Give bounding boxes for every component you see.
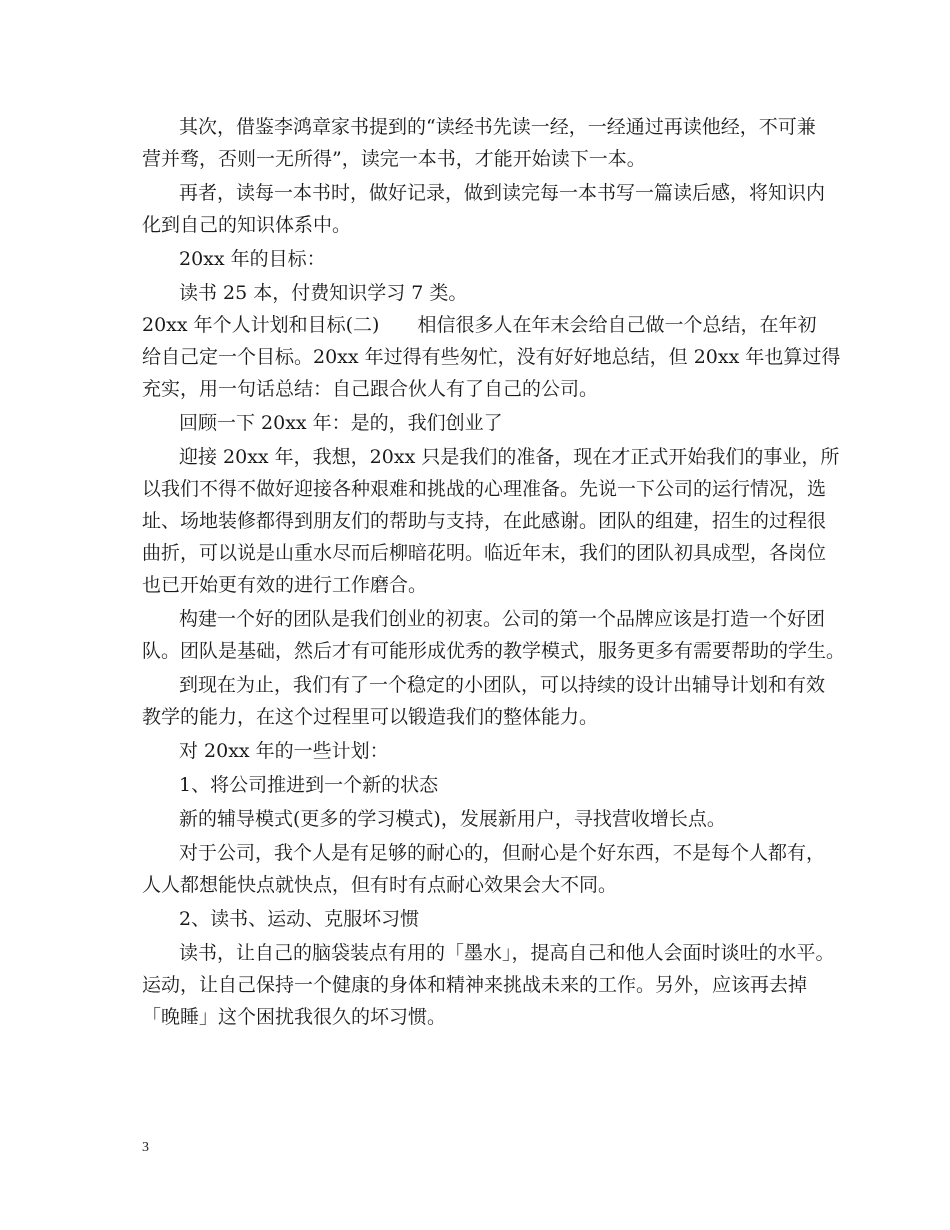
text-line: 再者，读每一本书时，做好记录，做到读完每一本书写一篇读后感，将知识内 [179,182,826,204]
text-line: 充实，用一句话总结：自己跟合伙人有了自己的公司。 [142,378,599,400]
text-line: 教学的能力，在这个过程里可以锻造我们的整体能力。 [142,706,599,728]
text-line: 营并骛，否则一无所得”，读完一本书，才能开始读下一本。 [142,148,646,170]
text-line: 给自己定一个目标。20xx 年过得有些匆忙，没有好好地总结，但 20xx 年也算过得 [142,346,841,368]
text-line: 其次，借鉴李鸿章家书提到的“读经书先读一经，一经通过再读他经，不可兼 [179,116,816,138]
text-line: 化到自己的知识体系中。 [142,214,352,236]
text-line: 队。团队是基础，然后才有可能形成优秀的教学模式，服务更多有需要帮助的学生。 [142,640,846,662]
text-line: 到现在为止，我们有了一个稳定的小团队，可以持续的设计出辅导计划和有效 [179,674,826,696]
text-line: 2、读书、运动、克服坏习惯 [179,908,420,930]
text-line: 20xx 年的目标： [179,248,326,270]
text-line: 人人都想能快点就快点，但有时有点耐心效果会大不同。 [142,874,618,896]
document-body [142,116,846,1028]
text-line: 也已开始更有效的进行工作磨合。 [142,574,428,596]
text-line: 「晚睡」这个困扰我很久的坏习惯。 [142,1006,447,1028]
text-line: 对 20xx 年的一些计划： [179,740,389,762]
text-line: 读书，让自己的脑袋装点有用的「墨水」，提高自己和他人会面时谈吐的水平。 [179,942,835,964]
text-line: 20xx 年个人计划和目标(二) 相信很多人在年末会给自己做一个总结，在年初 [142,314,817,336]
page-number: 3 [142,1140,149,1155]
text-line: 址、场地装修都得到朋友们的帮助与支持，在此感谢。团队的组建，招生的过程很 [142,510,827,532]
text-line: 迎接 20xx 年，我想，20xx 只是我们的准备，现在才正式开始我们的事业，所 [179,446,840,468]
text-line: 运动，让自己保持一个健康的身体和精神来挑战未来的工作。另外，应该再去掉 [142,974,808,996]
text-line: 构建一个好的团队是我们创业的初衷。公司的第一个品牌应该是打造一个好团 [179,608,826,630]
text-line: 回顾一下 20xx 年：是的，我们创业了 [179,412,503,434]
text-line: 以我们不得不做好迎接各种艰难和挑战的心理准备。先说一下公司的运行情况，选 [142,478,827,500]
text-line: 新的辅导模式(更多的学习模式)，发展新用户，寻找营收增长点。 [179,808,726,830]
text-line: 曲折，可以说是山重水尽而后柳暗花明。临近年末，我们的团队初具成型，各岗位 [142,542,827,564]
text-line: 读书 25 本，付费知识学习 7 类。 [179,282,468,304]
text-line: 1、将公司推进到一个新的状态 [179,774,439,796]
text-line: 对于公司，我个人是有足够的耐心的，但耐心是个好东西，不是每个人都有， [179,842,826,864]
